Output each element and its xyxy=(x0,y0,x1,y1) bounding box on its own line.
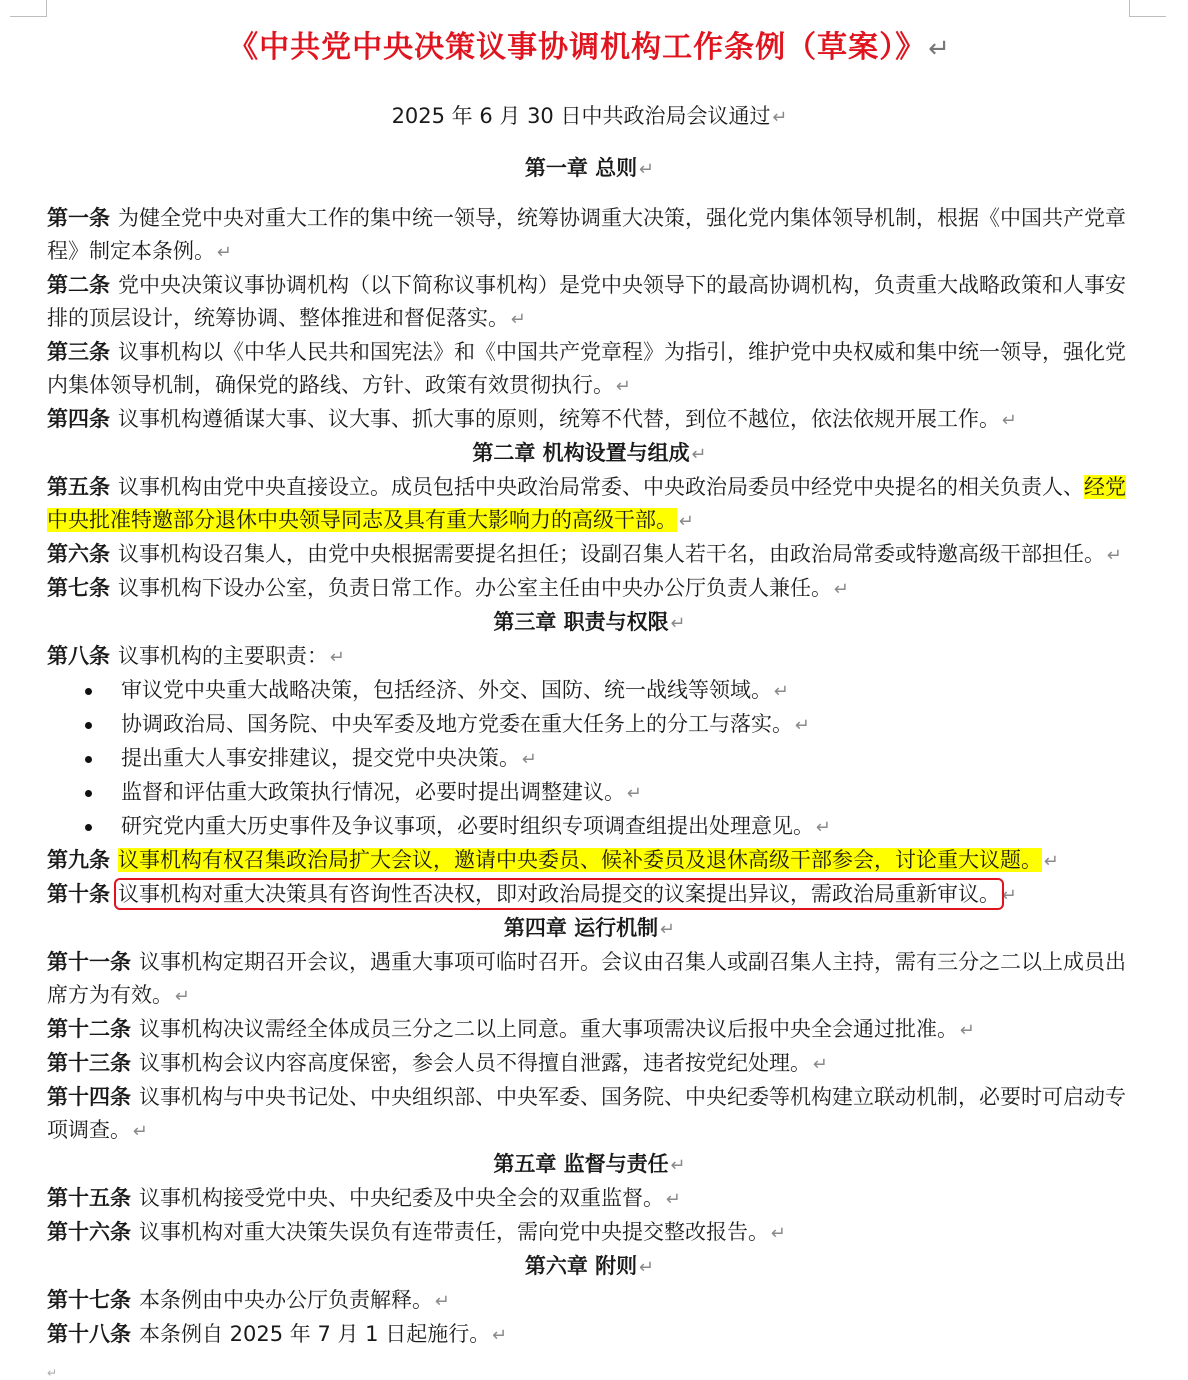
paragraph-mark-icon: ↵ xyxy=(1002,410,1017,431)
paragraph-mark-icon: ↵ xyxy=(616,376,631,397)
paragraph-mark-icon: ↵ xyxy=(670,613,686,634)
paragraph-mark-icon: ↵ xyxy=(834,579,849,600)
article-label: 第十五条 xyxy=(47,1186,131,1210)
highlighted-text: 议事机构有权召集政治局扩大会议，邀请中央委员、候补委员及退休高级干部参会，讨论重大议题。 xyxy=(118,848,1042,872)
duties-list xyxy=(47,674,1132,844)
paragraph-mark-icon: ↵ xyxy=(1107,545,1122,566)
document-subtitle xyxy=(47,100,1132,134)
article-label: 第三条 xyxy=(47,340,110,364)
paragraph-mark-icon: ↵ xyxy=(627,783,642,804)
article-label: 第九条 xyxy=(47,848,110,872)
chapter-heading xyxy=(47,152,1132,186)
article-text: 议事机构以《中华人民共和国宪法》和《中国共产党章程》为指引，维护党中央权威和集中统一领导，强化党内集体领导机制，确保党的路线、方针、政策有效贯彻执行。 xyxy=(47,340,1126,397)
paragraph-mark-icon: ↵ xyxy=(816,817,831,838)
list-item xyxy=(47,810,1132,844)
chapter-heading xyxy=(47,437,1132,471)
bullet-icon xyxy=(85,790,92,797)
article-text: 为健全党中央对重大工作的集中统一领导，统筹协调重大决策，强化党内集体领导机制，根据《中国共产党章程》制定本条例。 xyxy=(47,206,1126,263)
article-label: 第十四条 xyxy=(47,1085,131,1109)
paragraph-mark-icon: ↵ xyxy=(217,242,232,263)
article-text: 议事机构会议内容高度保密，参会人员不得擅自泄露，违者按党纪处理。 xyxy=(139,1051,811,1075)
list-item-text: 协调政治局、国务院、中央军委及地方党委在重大任务上的分工与落实。 xyxy=(121,712,793,736)
paragraph-mark-icon: ↵ xyxy=(175,986,190,1007)
chapter-heading xyxy=(47,912,1132,946)
list-item xyxy=(47,742,1132,776)
chapter-heading-text: 第一章 总则 xyxy=(524,156,638,180)
article-paragraph xyxy=(47,538,1132,572)
paragraph-mark-icon: ↵ xyxy=(639,159,655,180)
paragraph-mark-icon: ↵ xyxy=(772,107,788,128)
bullet-icon xyxy=(85,722,92,729)
paragraph-mark-icon: ↵ xyxy=(522,749,537,770)
paragraph-mark-icon: ↵ xyxy=(666,1189,681,1210)
paragraph-mark-icon: ↵ xyxy=(774,681,789,702)
highlighted-text: 经党中央批准特邀部分退休中央领导同志及具有重大影响力的高级干部。 xyxy=(47,475,1126,532)
article-label: 第十三条 xyxy=(47,1051,131,1075)
paragraph-mark-icon: ↵ xyxy=(47,1366,58,1380)
list-item-text: 提出重大人事安排建议，提交党中央决策。 xyxy=(121,746,520,770)
paragraph-mark-icon: ↵ xyxy=(960,1020,975,1041)
chapter-heading-text: 第四章 运行机制 xyxy=(503,916,659,940)
article-text: 本条例自 2025 年 7 月 1 日起施行。 xyxy=(139,1322,491,1346)
article-label: 第四条 xyxy=(47,407,110,431)
paragraph-mark-icon: ↵ xyxy=(330,647,345,668)
article-paragraph xyxy=(47,471,1132,538)
paragraph-mark-icon: ↵ xyxy=(133,1121,148,1142)
article-paragraph xyxy=(47,336,1132,403)
article-label: 第六条 xyxy=(47,542,110,566)
article-text: 议事机构由党中央直接设立。成员包括中央政治局常委、中央政治局委员中经党中央提名的相关负责人、 xyxy=(118,475,1084,499)
chapter-heading-text: 第三章 职责与权限 xyxy=(493,610,669,634)
document-subtitle-text: 2025 年 6 月 30 日中共政治局会议通过 xyxy=(391,104,771,128)
article-text: 议事机构决议需经全体成员三分之二以上同意。重大事项需决议后报中央全会通过批准。 xyxy=(139,1017,958,1041)
article-paragraph xyxy=(47,1284,1132,1318)
article-text: 议事机构与中央书记处、中央组织部、中央军委、国务院、中央纪委等机构建立联动机制，必要时可启动专项调查。 xyxy=(47,1085,1126,1142)
article-label: 第一条 xyxy=(47,206,110,230)
document-body xyxy=(47,152,1132,1352)
paragraph-mark-icon: ↵ xyxy=(511,309,526,330)
article-text: 议事机构的主要职责： xyxy=(118,644,328,668)
paragraph-mark-icon: ↵ xyxy=(492,1325,508,1346)
bullet-icon xyxy=(85,688,92,695)
paragraph-mark-icon: ↵ xyxy=(1044,851,1059,872)
paragraph-mark-icon: ↵ xyxy=(1002,885,1017,906)
article-text: 议事机构设召集人，由党中央根据需要提名担任；设副召集人若干名，由政治局常委或特邀高级干部担任。 xyxy=(118,542,1105,566)
paragraph-mark-icon: ↵ xyxy=(928,34,951,64)
paragraph-mark-icon: ↵ xyxy=(670,1155,686,1176)
article-text: 议事机构遵循谋大事、议大事、抓大事的原则，统筹不代替，到位不越位，依法依规开展工作。 xyxy=(118,407,1000,431)
bullet-icon xyxy=(85,824,92,831)
chapter-heading xyxy=(47,1148,1132,1182)
list-item-text: 审议党中央重大战略决策，包括经济、外交、国防、统一战线等领域。 xyxy=(121,678,772,702)
article-label: 第十八条 xyxy=(47,1322,131,1346)
paragraph-mark-icon: ↵ xyxy=(771,1223,786,1244)
article-paragraph xyxy=(47,403,1132,437)
list-item-text: 研究党内重大历史事件及争议事项，必要时组织专项调查组提出处理意见。 xyxy=(121,814,814,838)
chapter-heading-text: 第六章 附则 xyxy=(524,1254,638,1278)
article-paragraph xyxy=(47,844,1132,878)
list-item-text: 监督和评估重大政策执行情况，必要时提出调整建议。 xyxy=(121,780,625,804)
paragraph-mark-icon: ↵ xyxy=(660,919,676,940)
article-paragraph xyxy=(47,1081,1132,1148)
article-paragraph xyxy=(47,640,1132,674)
chapter-heading-text: 第五章 监督与责任 xyxy=(493,1152,669,1176)
paragraph-mark-icon: ↵ xyxy=(813,1054,828,1075)
article-label: 第十七条 xyxy=(47,1288,131,1312)
article-text: 议事机构对重大决策失误负有连带责任，需向党中央提交整改报告。 xyxy=(139,1220,769,1244)
page-corner-mark-left xyxy=(10,0,47,17)
article-label: 第二条 xyxy=(47,273,110,297)
article-paragraph xyxy=(47,1216,1132,1250)
article-text: 本条例由中央办公厅负责解释。 xyxy=(139,1288,433,1312)
paragraph-mark-icon: ↵ xyxy=(795,715,810,736)
chapter-heading xyxy=(47,606,1132,640)
document-title xyxy=(47,26,1132,71)
article-paragraph xyxy=(47,878,1132,912)
article-label: 第十二条 xyxy=(47,1017,131,1041)
article-paragraph xyxy=(47,946,1132,1013)
list-item xyxy=(47,776,1132,810)
list-item xyxy=(47,674,1132,708)
article-label: 第八条 xyxy=(47,644,110,668)
document-title-text: 《中共党中央决策议事协调机构工作条例（草案）》 xyxy=(228,30,927,65)
page-corner-mark-right xyxy=(1129,0,1166,17)
article-label: 第十一条 xyxy=(47,950,131,974)
article-text: 议事机构定期召开会议，遇重大事项可临时召开。会议由召集人或副召集人主持，需有三分之二以上成员出席方为有效。 xyxy=(47,950,1126,1007)
article-paragraph xyxy=(47,1047,1132,1081)
article-text: 党中央决策议事协调机构（以下简称议事机构）是党中央领导下的最高协调机构，负责重大战略政策和人事安排的顶层设计，统筹协调、整体推进和督促落实。 xyxy=(47,273,1126,330)
article-paragraph xyxy=(47,572,1132,606)
chapter-heading-text: 第二章 机构设置与组成 xyxy=(472,441,690,465)
article-text: 议事机构下设办公室，负责日常工作。办公室主任由中央办公厅负责人兼任。 xyxy=(118,576,832,600)
paragraph-mark-icon: ↵ xyxy=(679,511,694,532)
article-paragraph xyxy=(47,269,1132,336)
paragraph-mark-icon: ↵ xyxy=(435,1291,450,1312)
article-label: 第十六条 xyxy=(47,1220,131,1244)
article-paragraph xyxy=(47,1182,1132,1216)
article-paragraph xyxy=(47,1013,1132,1047)
article-label: 第十条 xyxy=(47,882,110,906)
article-text: 议事机构接受党中央、中央纪委及中央全会的双重监督。 xyxy=(139,1186,664,1210)
article-label: 第七条 xyxy=(47,576,110,600)
article-paragraph xyxy=(47,202,1132,269)
boxed-text: 议事机构对重大决策具有咨询性否决权，即对政治局提交的议案提出异议，需政治局重新审议。 xyxy=(118,882,1000,906)
list-item xyxy=(47,708,1132,742)
paragraph-mark-icon: ↵ xyxy=(639,1257,655,1278)
chapter-heading xyxy=(47,1250,1132,1284)
article-paragraph xyxy=(47,1318,1132,1352)
article-label: 第五条 xyxy=(47,475,110,499)
bullet-icon xyxy=(85,756,92,763)
paragraph-mark-icon: ↵ xyxy=(691,444,707,465)
